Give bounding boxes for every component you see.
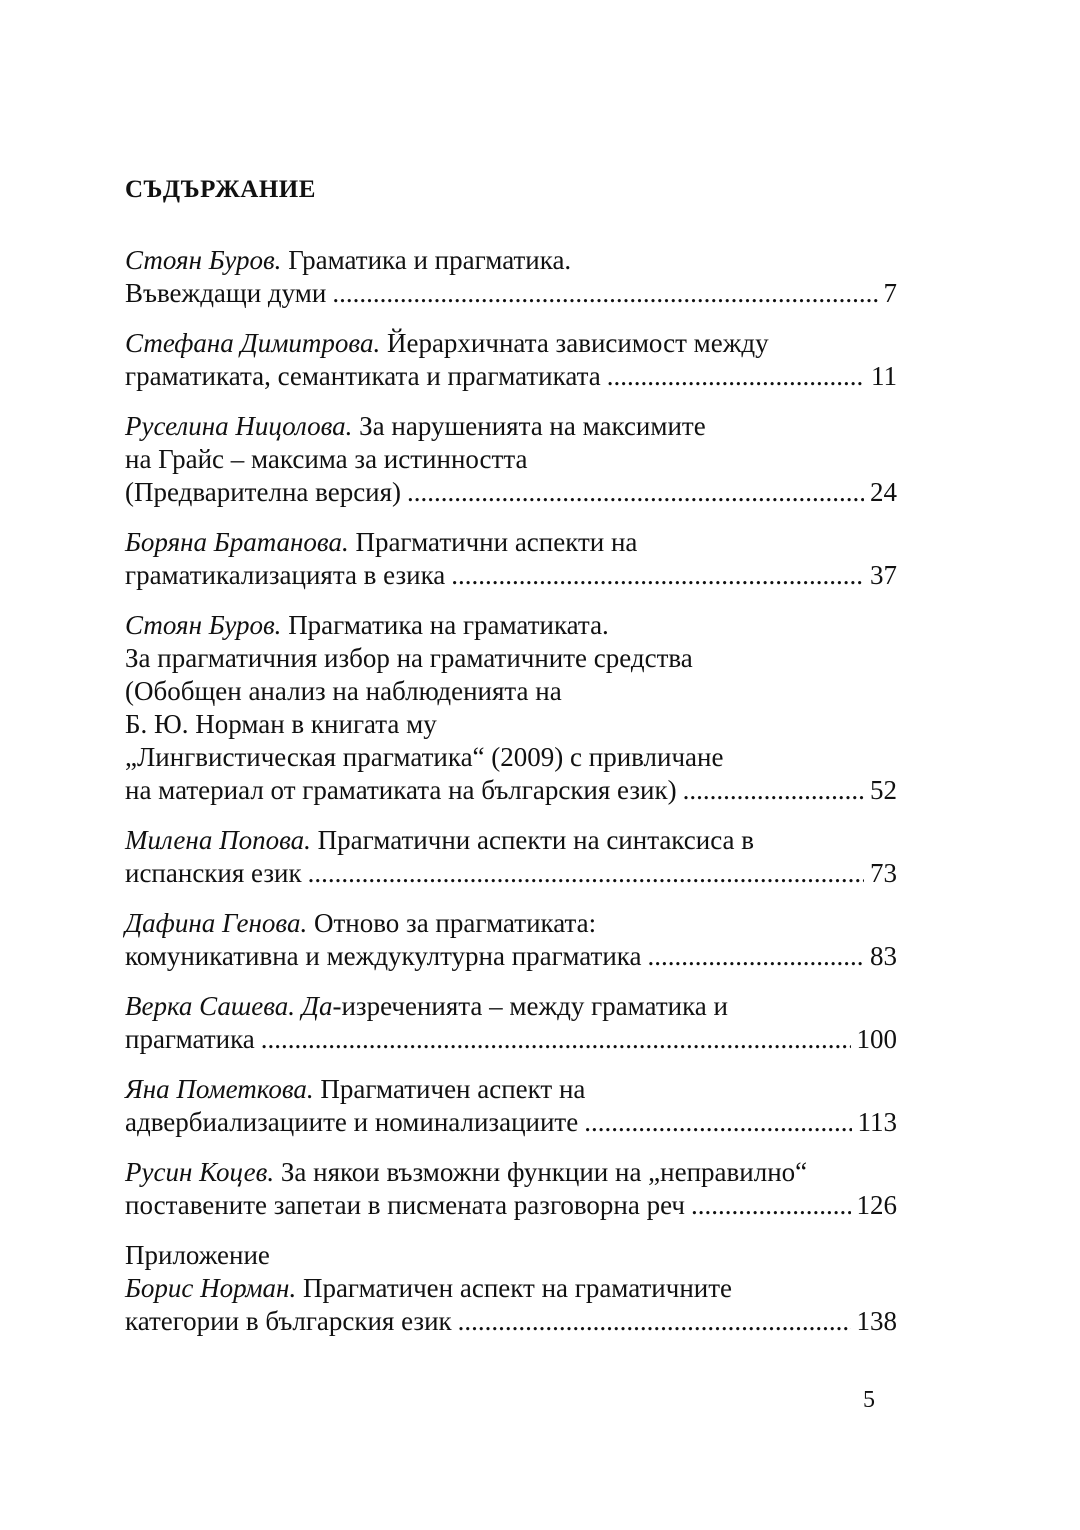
toc-entry-title: Отново за прагматиката:	[307, 908, 597, 938]
toc-entry	[125, 907, 897, 973]
toc-entry-title-line: на Грайс – максима за истинността	[125, 444, 528, 474]
toc-entry-title-line	[125, 526, 897, 559]
toc-entry-title-line	[125, 327, 897, 360]
dot-leader	[407, 476, 864, 509]
dot-leader	[683, 774, 864, 807]
toc-entry-title-line: За прагматичния избор на граматичните средства	[125, 643, 693, 673]
toc-entry-page-number: 138	[856, 1306, 897, 1336]
toc-entry-title-line	[125, 824, 897, 857]
toc-entry-title-line	[125, 990, 897, 1023]
toc-entry-title: Прагматика на граматиката.	[281, 610, 609, 640]
toc-entry-title-line	[125, 410, 897, 443]
toc-entry-title-end: прагматика	[125, 1024, 255, 1054]
toc-entry-final-line	[125, 1305, 897, 1338]
toc-entry-title-line: Б. Ю. Норман в книгата му	[125, 709, 437, 739]
toc-entry-author: Русин Коцев.	[125, 1157, 275, 1187]
page-number: 5	[863, 1387, 875, 1413]
toc-entry-final-line	[125, 360, 897, 393]
toc-entry-author: Милена Попова.	[125, 825, 311, 855]
toc-entry-title: Прагматичен аспект на	[313, 1074, 586, 1104]
toc-entry-page-number: 126	[856, 1190, 897, 1220]
toc-entry-title-italic: Да	[295, 991, 333, 1021]
toc-entry	[125, 244, 897, 310]
dot-leader	[691, 1189, 851, 1222]
toc-entry	[125, 990, 897, 1056]
toc-entry-title-end: испанския език	[125, 858, 302, 888]
toc-entry-author: Руселина Ницолова.	[125, 411, 353, 441]
dot-leader	[308, 857, 864, 890]
toc-entry-title: Прагматични аспекти на синтаксиса в	[310, 825, 754, 855]
toc-entry-final-line	[125, 857, 897, 890]
toc-entry	[125, 410, 897, 509]
toc-entry-author: Яна Пометкова.	[125, 1074, 314, 1104]
toc-entry-page-number: 83	[870, 941, 897, 971]
toc-entry-title: -изреченията – между граматика и	[332, 991, 728, 1021]
toc-entry-author: Боряна Братанова.	[125, 527, 349, 557]
toc-entry-title-line: (Обобщен анализ на наблюденията на	[125, 676, 562, 706]
toc-entry-page-number: 52	[870, 775, 897, 805]
toc-entry-title: Йерархичната зависимост между	[380, 328, 769, 358]
toc-entry	[125, 1073, 897, 1139]
dot-leader	[584, 1106, 851, 1139]
toc-entry	[125, 1239, 897, 1338]
toc-entry-author: Стоян Буров.	[125, 245, 282, 275]
toc-entry-title-end: поставените запетаи в писмената разговорна реч	[125, 1190, 685, 1220]
dot-leader	[261, 1023, 851, 1056]
toc-entry	[125, 824, 897, 890]
toc-entry-page-number: 37	[870, 560, 897, 590]
toc-entry-title-end: на материал от граматиката на българския език)	[125, 775, 677, 805]
toc-entry-page-number: 7	[883, 278, 897, 308]
toc-entry-title-line	[125, 1272, 897, 1305]
page-title: СЪДЪРЖАНИЕ	[125, 176, 316, 203]
toc-entry-final-line	[125, 277, 897, 310]
dot-leader	[451, 559, 864, 592]
toc-entry-title-end: (Предварителна версия)	[125, 477, 402, 507]
toc-entry-title-end: категории в българския език	[125, 1306, 452, 1336]
toc-entry-page-number: 11	[871, 361, 897, 391]
toc-entry-title: Прагматичен аспект на граматичните	[296, 1273, 732, 1303]
toc-entry-title-end: граматиката, семантиката и прагматиката	[125, 361, 601, 391]
toc-entry-section-label: Приложение	[125, 1240, 270, 1270]
toc-entry	[125, 526, 897, 592]
toc-entry-title-end: Въвеждащи думи	[125, 278, 327, 308]
toc-entry-title-end: граматикализацията в езика	[125, 560, 446, 590]
toc-entry-author: Верка Сашева.	[125, 991, 296, 1021]
dot-leader	[647, 940, 864, 973]
dot-leader	[332, 277, 877, 310]
dot-leader	[607, 360, 865, 393]
toc-entry-author: Борис Норман.	[125, 1273, 297, 1303]
toc-entry	[125, 1156, 897, 1222]
toc-entry-author: Стефана Димитрова.	[125, 328, 381, 358]
toc-entry-final-line	[125, 1106, 897, 1139]
toc-entry	[125, 327, 897, 393]
toc-entry-page-number: 113	[857, 1107, 897, 1137]
toc-entry-title-line	[125, 1156, 897, 1189]
toc-entry-title-line	[125, 907, 897, 940]
toc-entry-title: За някои възможни функции на „неправилно“	[274, 1157, 808, 1187]
toc-entry-author: Стоян Буров.	[125, 610, 282, 640]
toc-entry-page-number: 100	[856, 1024, 897, 1054]
toc-entry-page-number: 73	[870, 858, 897, 888]
toc-entry-final-line	[125, 774, 897, 807]
toc-entry-author: Дафина Генова.	[125, 908, 308, 938]
document-page	[125, 0, 897, 1530]
toc-entry-final-line	[125, 476, 897, 509]
table-of-contents	[125, 244, 897, 1355]
toc-entry-title-line	[125, 1073, 897, 1106]
toc-entry-final-line	[125, 940, 897, 973]
toc-entry-title-end: комуникативна и междукултурна прагматика	[125, 941, 642, 971]
toc-entry-final-line	[125, 1189, 897, 1222]
toc-entry-title-line	[125, 609, 897, 642]
toc-entry-final-line	[125, 559, 897, 592]
toc-entry-title: Прагматични аспекти на	[348, 527, 638, 557]
toc-entry-final-line	[125, 1023, 897, 1056]
toc-entry-title: За нарушенията на максимите	[352, 411, 706, 441]
toc-entry-page-number: 24	[870, 477, 897, 507]
toc-entry-title-line: „Лингвистическая прагматика“ (2009) с привличане	[125, 742, 724, 772]
dot-leader	[458, 1305, 851, 1338]
toc-entry-title-end: адвербиализациите и номинализациите	[125, 1107, 579, 1137]
toc-entry-title: Граматика и прагматика.	[281, 245, 572, 275]
toc-entry	[125, 609, 897, 807]
toc-entry-title-line	[125, 244, 897, 277]
